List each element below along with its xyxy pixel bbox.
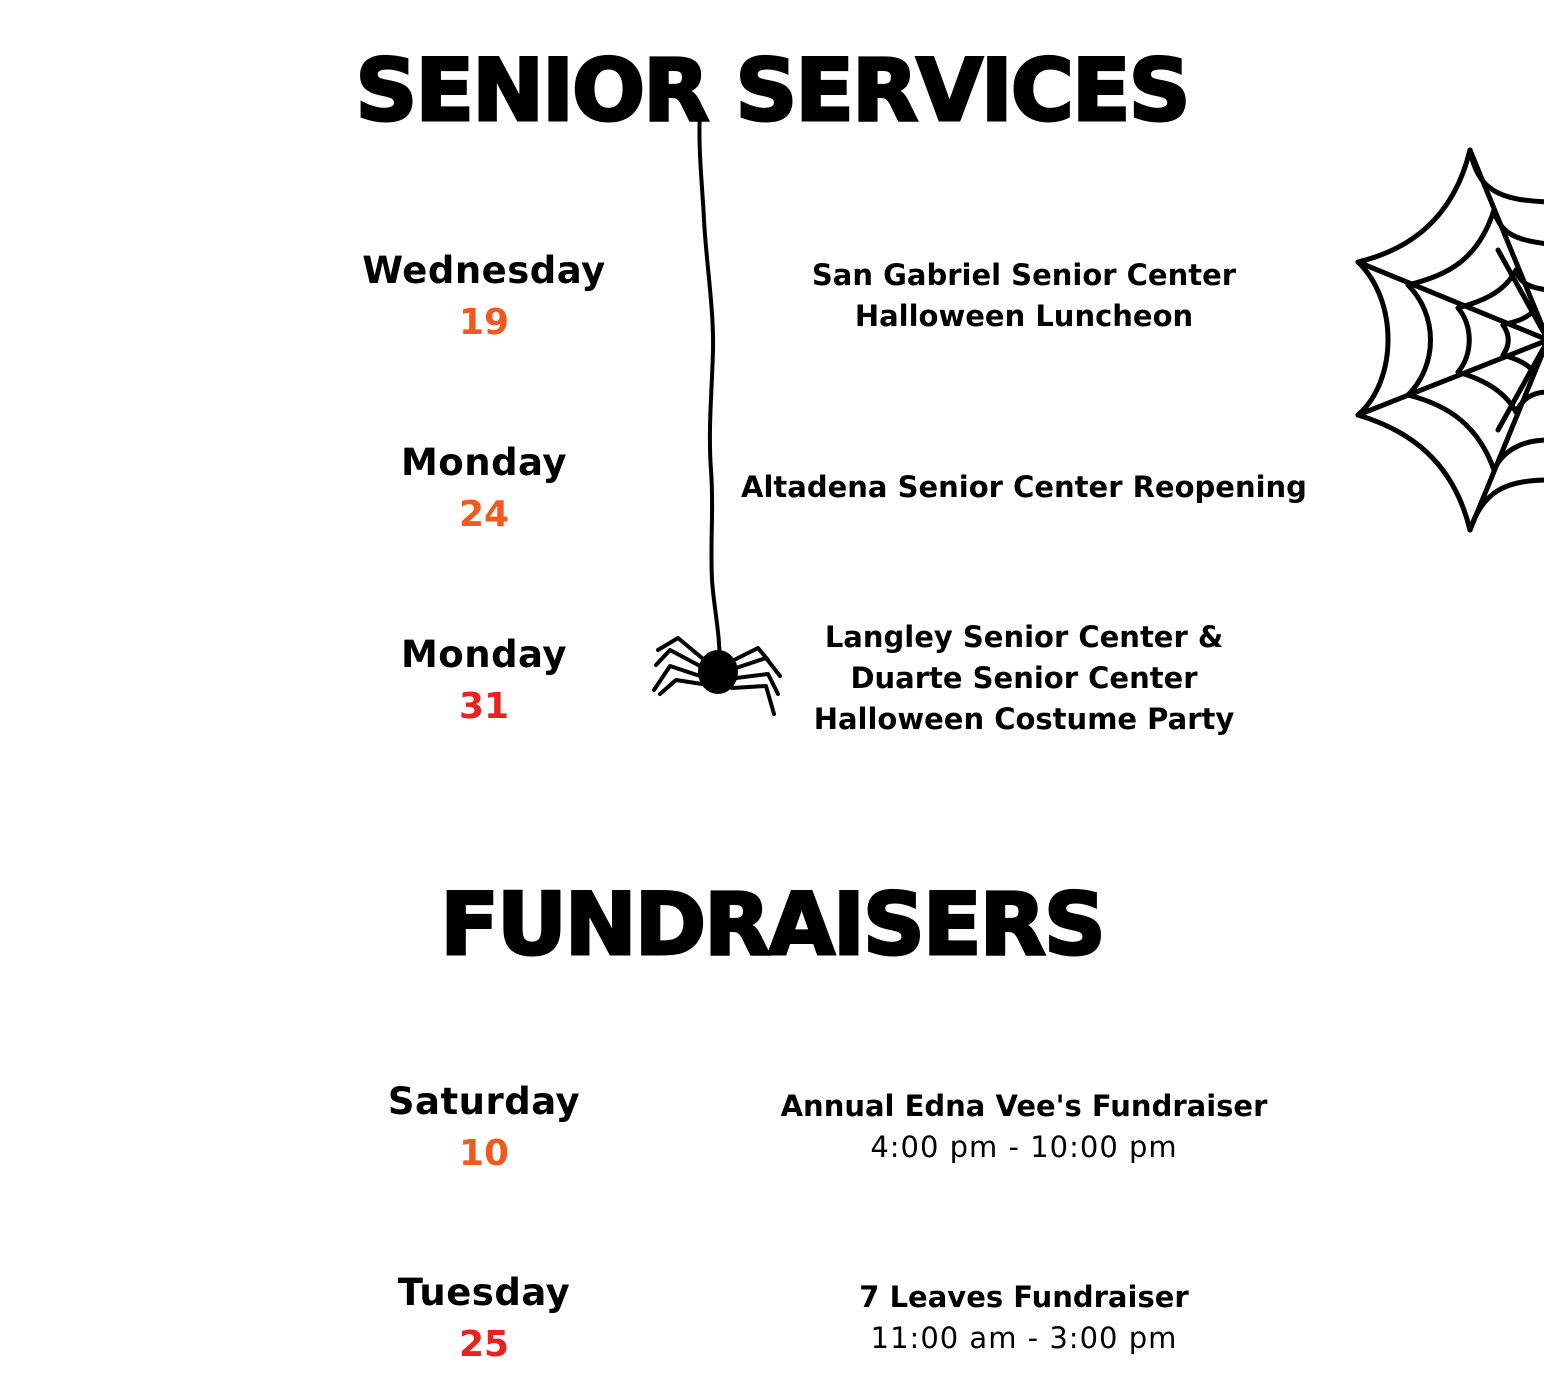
day-name: Tuesday — [397, 1271, 571, 1314]
event-title-line: Altadena Senior Center Reopening — [741, 470, 1307, 504]
day-name: Saturday — [387, 1080, 581, 1123]
event-time: 4:00 pm - 10:00 pm — [870, 1130, 1178, 1164]
senior-event-date-1 — [334, 249, 634, 343]
fundraiser-event-details-2 — [734, 1277, 1314, 1359]
event-title-line: San Gabriel Senior Center — [811, 258, 1237, 292]
senior-event-title-1 — [734, 255, 1314, 337]
event-title-line: Halloween Luncheon — [854, 299, 1194, 333]
event-title-line: Halloween Costume Party — [813, 702, 1235, 736]
fundraiser-event-date-2 — [334, 1271, 634, 1365]
event-time: 11:00 am - 3:00 pm — [870, 1321, 1178, 1355]
senior-event-title-3 — [734, 617, 1314, 740]
day-name: Monday — [400, 633, 567, 676]
day-number: 25 — [458, 1324, 510, 1365]
event-title: Annual Edna Vee's Fundraiser — [780, 1089, 1268, 1123]
day-number: 19 — [458, 302, 510, 343]
event-title-line: Duarte Senior Center — [850, 661, 1198, 695]
day-name: Monday — [400, 441, 567, 484]
senior-event-title-2 — [734, 467, 1314, 508]
fundraisers-heading: FUNDRAISERS — [440, 875, 1104, 975]
senior-event-date-3 — [334, 633, 634, 727]
day-number: 24 — [458, 494, 510, 535]
senior-services-heading: SENIOR SERVICES — [355, 41, 1189, 141]
event-title: 7 Leaves Fundraiser — [859, 1280, 1189, 1314]
event-title-line: Langley Senior Center & — [824, 620, 1224, 654]
day-number: 10 — [458, 1133, 510, 1174]
senior-event-date-2 — [334, 441, 634, 535]
spider-web-icon — [1348, 140, 1544, 540]
fundraiser-event-details-1 — [734, 1086, 1314, 1168]
fundraiser-event-date-1 — [334, 1080, 634, 1174]
day-name: Wednesday — [362, 249, 606, 292]
day-number: 31 — [458, 686, 510, 727]
